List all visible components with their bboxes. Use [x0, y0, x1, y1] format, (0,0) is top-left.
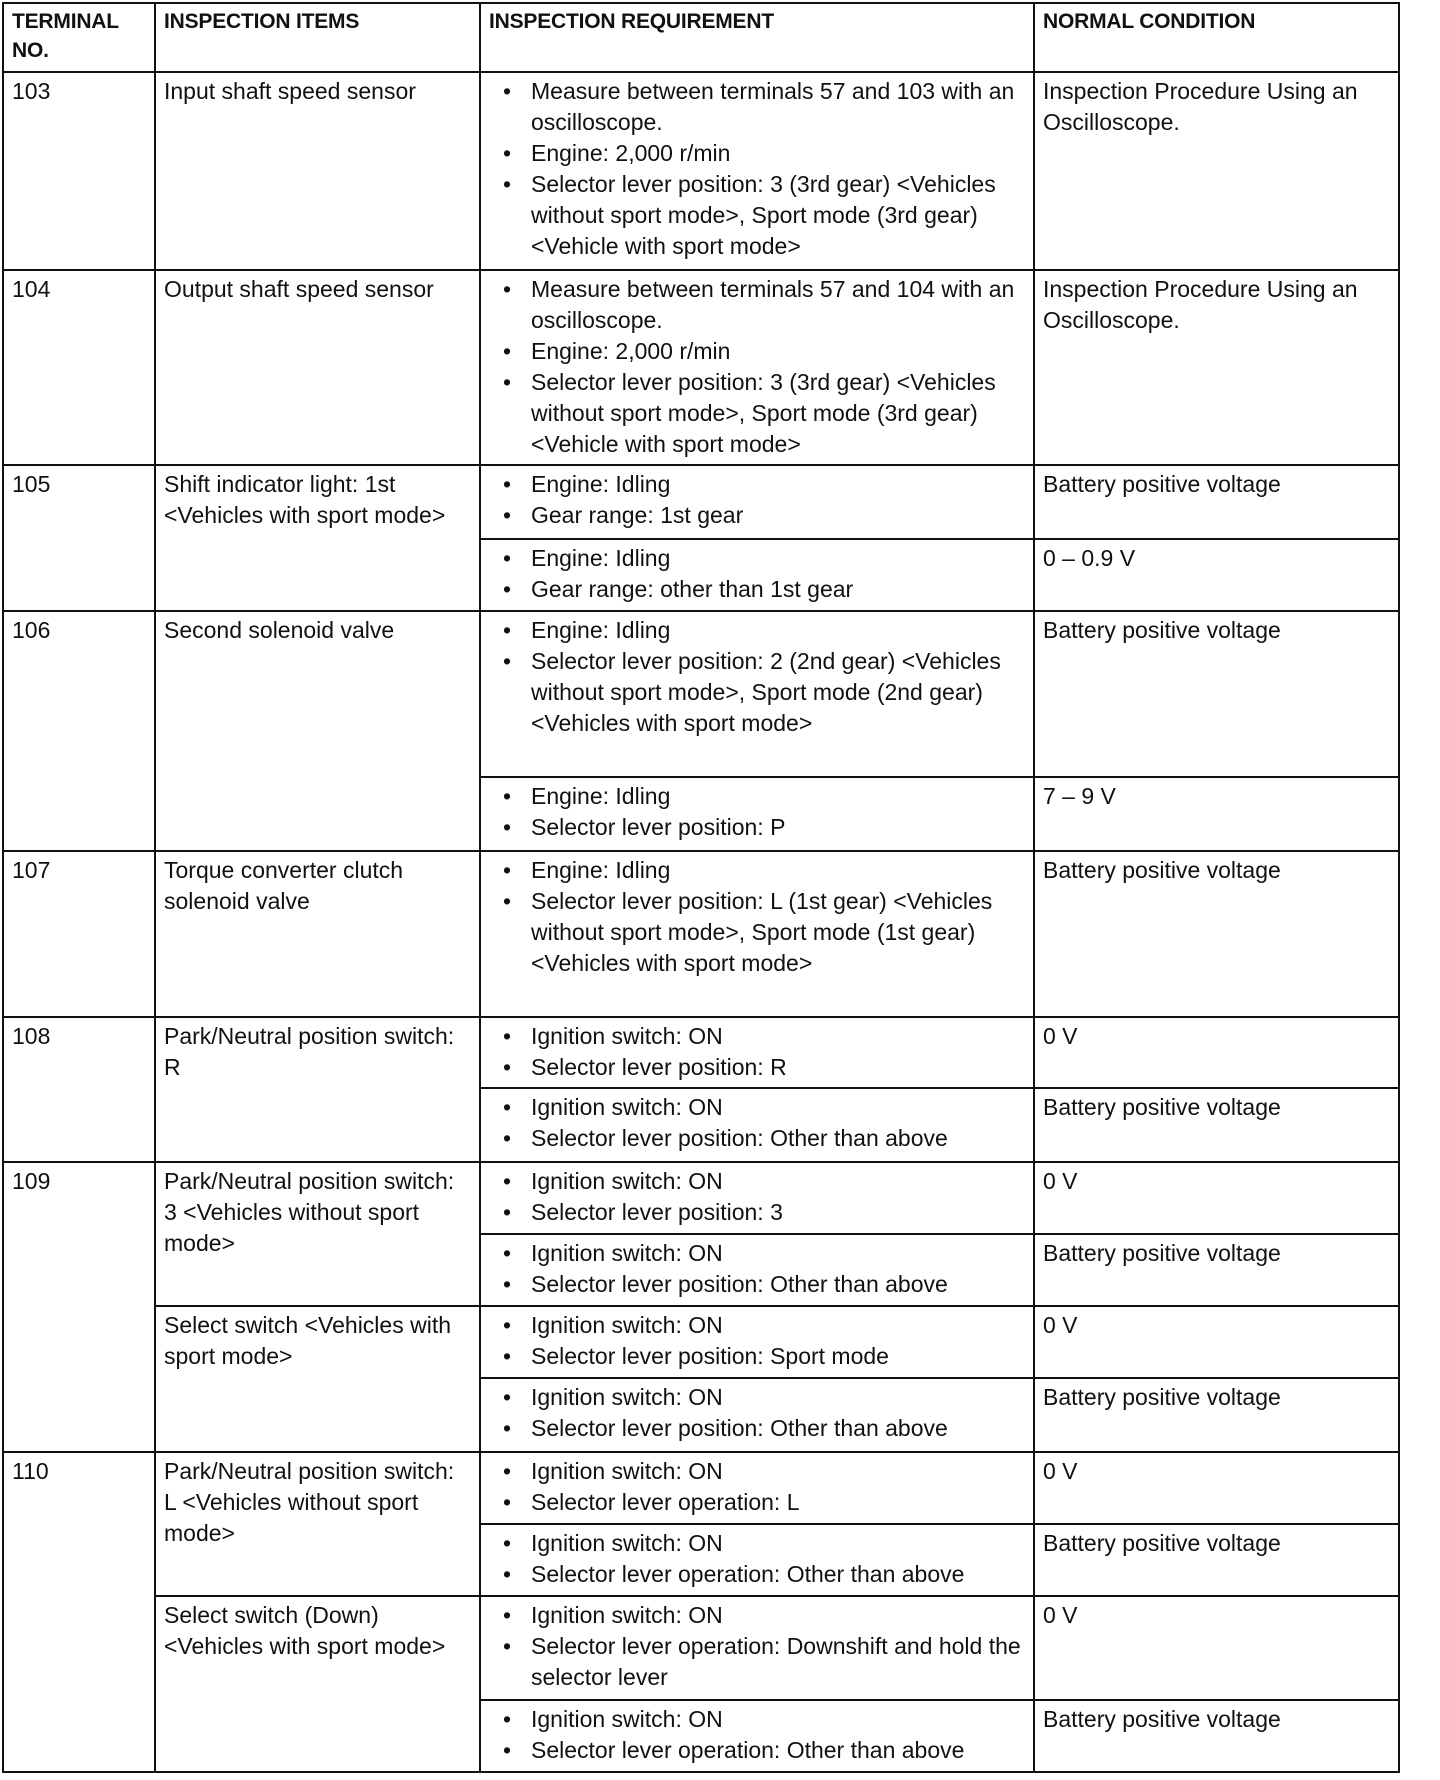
- inspection-item: Park/Neutral position switch: 3 <Vehicles without sport mode>: [155, 1162, 480, 1306]
- inspection-requirement: [480, 1234, 1034, 1306]
- inspection-requirement: [480, 1162, 1034, 1234]
- table-row: [3, 1306, 1399, 1378]
- requirement-line: • Selector lever position: Other than above: [503, 1269, 1026, 1300]
- normal-condition: Battery positive voltage: [1034, 1378, 1399, 1452]
- terminal-number: 107: [3, 851, 155, 1017]
- normal-condition: 0 V: [1034, 1452, 1399, 1524]
- requirement-line: • Ignition switch: ON: [503, 1238, 1026, 1269]
- inspection-requirement: [480, 611, 1034, 777]
- header-condition: NORMAL CONDITION: [1034, 3, 1399, 72]
- requirement-line: • Selector lever position: 3 (3rd gear) <Vehicles without sport mode>, Sport mode (3rd gear) <Vehicle with sport mode>: [503, 367, 1026, 460]
- requirement-line: • Ignition switch: ON: [503, 1021, 1026, 1052]
- requirement-line: • Engine: 2,000 r/min: [503, 138, 1026, 169]
- requirement-line: • Engine: Idling: [503, 615, 1026, 646]
- requirement-line: • Measure between terminals 57 and 104 with an oscilloscope.: [503, 274, 1026, 336]
- requirement-line: • Selector lever position: P: [503, 812, 1026, 843]
- requirement-line: • Engine: Idling: [503, 781, 1026, 812]
- normal-condition: Battery positive voltage: [1034, 1088, 1399, 1162]
- terminal-number: 110: [3, 1452, 155, 1772]
- inspection-requirement: [480, 1596, 1034, 1700]
- requirement-line: • Ignition switch: ON: [503, 1456, 1026, 1487]
- inspection-item: Select switch (Down) <Vehicles with sport mode>: [155, 1596, 480, 1772]
- normal-condition: Inspection Procedure Using an Oscilloscope.: [1034, 270, 1399, 465]
- requirement-line: • Ignition switch: ON: [503, 1704, 1026, 1735]
- table-row: [3, 270, 1399, 465]
- requirement-line: • Selector lever position: L (1st gear) <Vehicles without sport mode>, Sport mode (1st gear) <Vehicles with sport mode>: [503, 886, 1026, 979]
- requirement-line: • Selector lever operation: Downshift and hold the selector lever: [503, 1631, 1026, 1693]
- normal-condition: 0 V: [1034, 1596, 1399, 1700]
- inspection-requirement: [480, 1700, 1034, 1772]
- requirement-line: • Selector lever operation: Other than above: [503, 1559, 1026, 1590]
- requirement-line: • Ignition switch: ON: [503, 1600, 1026, 1631]
- table-row: [3, 611, 1399, 777]
- requirement-line: • Selector lever position: 2 (2nd gear) <Vehicles without sport mode>, Sport mode (2nd gear) <Vehicles with sport mode>: [503, 646, 1026, 739]
- header-items: INSPECTION ITEMS: [155, 3, 480, 72]
- requirement-line: • Selector lever position: Sport mode: [503, 1341, 1026, 1372]
- inspection-requirement: [480, 270, 1034, 465]
- terminal-number: 104: [3, 270, 155, 465]
- requirement-line: • Selector lever position: R: [503, 1052, 1026, 1083]
- requirement-line: • Selector lever operation: Other than above: [503, 1735, 1026, 1766]
- normal-condition: 0 V: [1034, 1017, 1399, 1088]
- inspection-requirement: [480, 539, 1034, 611]
- inspection-table: [2, 2, 1400, 1773]
- inspection-item: Torque converter clutch solenoid valve: [155, 851, 480, 1017]
- inspection-item: Output shaft speed sensor: [155, 270, 480, 465]
- inspection-requirement: [480, 1017, 1034, 1088]
- terminal-number: 108: [3, 1017, 155, 1162]
- terminal-number: 106: [3, 611, 155, 851]
- normal-condition: Battery positive voltage: [1034, 611, 1399, 777]
- requirement-line: • Selector lever position: 3: [503, 1197, 1026, 1228]
- terminal-number: 103: [3, 72, 155, 270]
- normal-condition: Battery positive voltage: [1034, 1524, 1399, 1596]
- inspection-requirement: [480, 465, 1034, 539]
- normal-condition: Battery positive voltage: [1034, 851, 1399, 1017]
- inspection-requirement: [480, 1524, 1034, 1596]
- requirement-line: • Engine: 2,000 r/min: [503, 336, 1026, 367]
- requirement-line: • Ignition switch: ON: [503, 1382, 1026, 1413]
- table-row: [3, 72, 1399, 270]
- table-row: [3, 1452, 1399, 1524]
- requirement-line: • Engine: Idling: [503, 543, 1026, 574]
- inspection-requirement: [480, 1452, 1034, 1524]
- requirement-line: • Selector lever position: Other than above: [503, 1413, 1026, 1444]
- requirement-line: • Selector lever position: 3 (3rd gear) <Vehicles without sport mode>, Sport mode (3rd gear) <Vehicle with sport mode>: [503, 169, 1026, 262]
- requirement-line: • Gear range: other than 1st gear: [503, 574, 1026, 605]
- normal-condition: 0 V: [1034, 1306, 1399, 1378]
- inspection-item: Park/Neutral position switch: R: [155, 1017, 480, 1162]
- inspection-item: Second solenoid valve: [155, 611, 480, 851]
- requirement-line: • Ignition switch: ON: [503, 1310, 1026, 1341]
- requirement-line: • Measure between terminals 57 and 103 with an oscilloscope.: [503, 76, 1026, 138]
- normal-condition: 0 – 0.9 V: [1034, 539, 1399, 611]
- requirement-line: • Engine: Idling: [503, 855, 1026, 886]
- requirement-line: • Selector lever position: Other than above: [503, 1123, 1026, 1154]
- inspection-item: Select switch <Vehicles with sport mode>: [155, 1306, 480, 1452]
- inspection-item: Park/Neutral position switch: L <Vehicles without sport mode>: [155, 1452, 480, 1596]
- inspection-item: Input shaft speed sensor: [155, 72, 480, 270]
- table-row: [3, 851, 1399, 1017]
- requirement-line: • Ignition switch: ON: [503, 1092, 1026, 1123]
- requirement-line: • Ignition switch: ON: [503, 1528, 1026, 1559]
- normal-condition: Battery positive voltage: [1034, 465, 1399, 539]
- normal-condition: 7 – 9 V: [1034, 777, 1399, 851]
- requirement-line: • Selector lever operation: L: [503, 1487, 1026, 1518]
- inspection-item: Shift indicator light: 1st <Vehicles with sport mode>: [155, 465, 480, 611]
- table-row: [3, 1162, 1399, 1234]
- header-row: [3, 3, 1399, 72]
- inspection-requirement: [480, 1378, 1034, 1452]
- inspection-requirement: [480, 72, 1034, 270]
- normal-condition: Inspection Procedure Using an Oscilloscope.: [1034, 72, 1399, 270]
- table-row: [3, 1017, 1399, 1088]
- inspection-requirement: [480, 777, 1034, 851]
- inspection-requirement: [480, 1088, 1034, 1162]
- requirement-line: • Engine: Idling: [503, 469, 1026, 500]
- inspection-requirement: [480, 851, 1034, 1017]
- normal-condition: 0 V: [1034, 1162, 1399, 1234]
- header-terminal: TERMINAL NO.: [3, 3, 155, 72]
- header-requirement: INSPECTION REQUIREMENT: [480, 3, 1034, 72]
- requirement-line: • Gear range: 1st gear: [503, 500, 1026, 531]
- table-row: [3, 465, 1399, 539]
- terminal-number: 109: [3, 1162, 155, 1452]
- normal-condition: Battery positive voltage: [1034, 1234, 1399, 1306]
- normal-condition: Battery positive voltage: [1034, 1700, 1399, 1772]
- inspection-requirement: [480, 1306, 1034, 1378]
- requirement-line: • Ignition switch: ON: [503, 1166, 1026, 1197]
- table-row: [3, 1596, 1399, 1700]
- terminal-number: 105: [3, 465, 155, 611]
